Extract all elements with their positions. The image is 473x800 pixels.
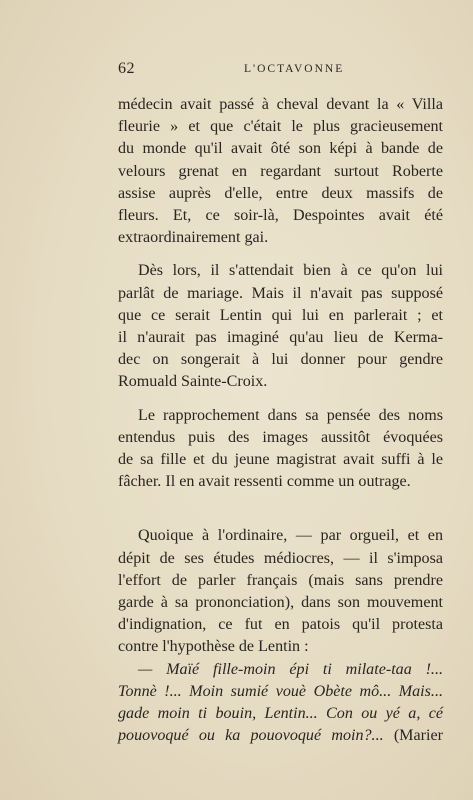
page-number: 62 xyxy=(118,60,135,77)
text-line: entendus puis des images aussitôt évoquées xyxy=(118,428,443,446)
text-line: Dès lors, il s'attendait bien à ce qu'on lui xyxy=(138,262,443,280)
page-header xyxy=(118,60,353,80)
text-line: fleurs. Et, ce soir-là, Despointes avait été xyxy=(118,207,443,225)
text-line: médecin avait passé à cheval devant la « Villa xyxy=(118,96,443,113)
paragraph xyxy=(118,525,443,658)
text-line: extraordinairement gai. xyxy=(118,229,269,247)
text-line: parlât de mariage. Mais il n'avait pas supposé xyxy=(118,284,443,302)
text-line: Romuald Sainte-Croix. xyxy=(118,373,268,391)
text-line: l'effort de parler français (mais sans prendre xyxy=(118,571,443,589)
text-line: dépit de ses études médiocres, — il s'imposa xyxy=(118,549,443,567)
text-line: garde à sa prononciation), dans son mouvement xyxy=(118,594,443,612)
text-line: de sa fille et du jeune magistrat avait suffi à le xyxy=(118,451,443,469)
dialogue-line: Tonnè !... Moin sumié vouè Obète mô... Mais... xyxy=(118,682,443,700)
dialogue-paragraph xyxy=(118,659,443,748)
dialogue-line: — Maïé fille-moin épi ti milate-taa !... xyxy=(138,660,443,678)
paragraph xyxy=(118,260,443,393)
dialogue-line: gade moin ti bouin, Lentin... Con ou yé a, cé xyxy=(118,705,443,723)
text-line: Le rapprochement dans sa pensée des noms xyxy=(138,406,443,424)
text-line: du monde qu'il avait ôté son képi à bande de xyxy=(118,140,443,158)
text-line: Quoique à l'ordinaire, — par orgueil, et en xyxy=(138,527,443,545)
text-line: fâcher. Il en avait ressenti comme un outrage. xyxy=(118,473,411,491)
dialogue-italic-text: pouovoqué ou ka pouovoqué moin?... xyxy=(118,727,384,745)
text-line: fleurie » et que c'était le plus gracieusement xyxy=(118,118,443,136)
text-line: il n'aurait pas imaginé qu'au lieu de Kerma- xyxy=(118,329,443,347)
text-line: assise auprès d'elle, entre deux massifs de xyxy=(118,184,443,202)
dialogue-roman-text: (Marier xyxy=(393,727,443,745)
text-line: que ce serait Lentin qui lui en parlerait ; et xyxy=(118,306,443,324)
text-line: velours grenat en regardant surtout Roberte xyxy=(118,162,443,180)
paragraph xyxy=(118,94,443,249)
text-line: contre l'hypothèse de Lentin : xyxy=(118,638,309,656)
text-line: dec on songerait à lui donner pour gendre xyxy=(118,351,443,369)
running-title: L'OCTAVONNE xyxy=(244,63,345,75)
paragraph xyxy=(118,405,443,494)
body-text xyxy=(118,94,443,747)
text-line: d'indignation, ce fut en patois qu'il protesta xyxy=(118,616,443,634)
dialogue-line-mixed xyxy=(118,725,443,747)
